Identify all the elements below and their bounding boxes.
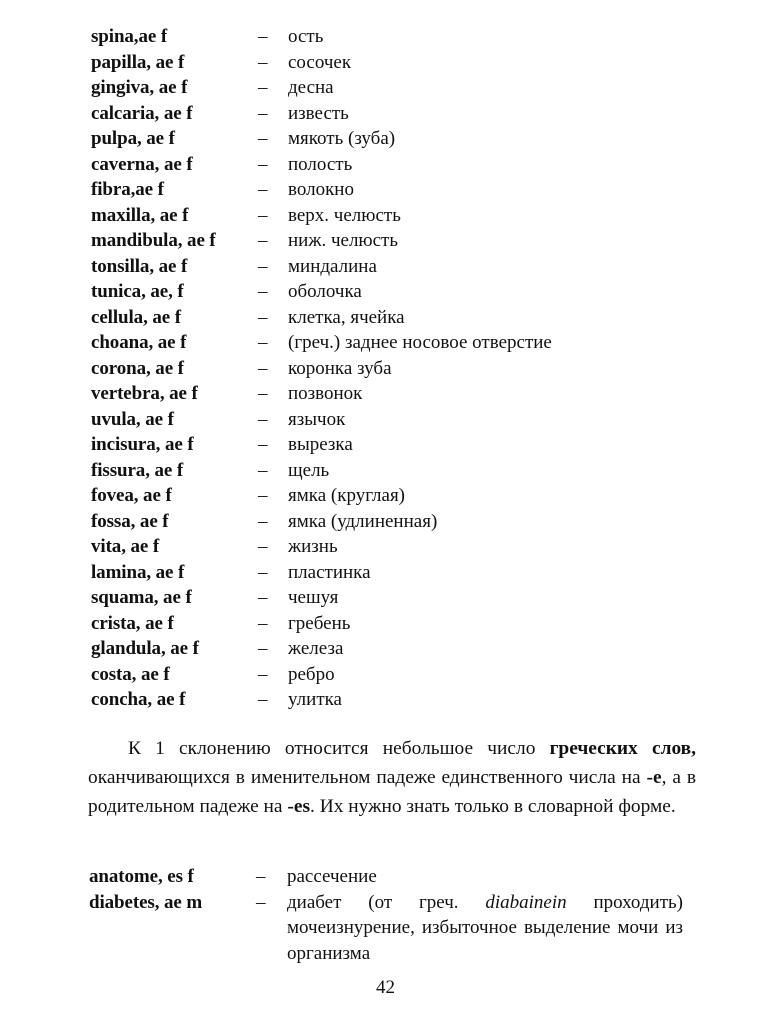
vocab-meaning: ямка (круглая) (288, 485, 406, 506)
vocab-dash: – (258, 612, 268, 634)
vocab-meaning (287, 890, 683, 967)
vocab-meaning: гребень (288, 612, 351, 634)
vocab-dash: – (258, 26, 268, 47)
vocab-row (91, 75, 711, 101)
vocab-dash: – (258, 434, 268, 455)
vocab-term: anatome, es f (89, 866, 194, 887)
vocab-row (91, 101, 711, 127)
vocab-meaning: миндалина (288, 255, 377, 277)
vocab-dash: – (258, 306, 268, 328)
vocab-term: gingiva, ae f (91, 77, 188, 98)
vocab-dash: – (258, 663, 268, 685)
vocab-dash: – (258, 77, 268, 98)
vocab-dash: – (258, 102, 268, 124)
vocab-row (91, 585, 711, 611)
vocab-row (91, 432, 711, 458)
vocab-meaning: ребро (288, 663, 335, 685)
vocab-term: caverna, ae f (91, 153, 193, 175)
vocab-row (91, 611, 711, 637)
vocab-row (91, 228, 711, 254)
vocab-term: corona, ae f (91, 357, 184, 379)
vocab-term: incisura, ae f (91, 434, 194, 455)
vocab-term: fibra,ae f (91, 179, 164, 200)
vocab-dash: – (258, 153, 268, 175)
vocab-meaning: ниж. челюсть (288, 230, 399, 251)
paragraph-part: К 1 склонению относится небольшое число (128, 738, 550, 759)
vocab-term: mandibula, ae f (91, 230, 216, 251)
vocab-row (91, 177, 711, 203)
vocab-term: diabetes, ae m (89, 891, 203, 913)
vocab-row (91, 407, 711, 433)
vocab-dash: – (258, 383, 268, 404)
vocab-dash: – (258, 587, 268, 608)
vocab-row (91, 662, 711, 688)
vocab-term: choana, ae f (91, 332, 187, 353)
paragraph (88, 734, 696, 821)
vocab-row (91, 356, 711, 382)
vocab-dash: – (258, 459, 268, 481)
vocab-meaning: железа (288, 638, 344, 659)
vocab-dash: – (258, 128, 268, 149)
vocab-meaning: язычок (288, 408, 346, 430)
vocab-meaning: чешуя (288, 587, 339, 608)
vocab-dash: – (258, 51, 268, 73)
vocab-row (91, 254, 711, 280)
vocab-term: squama, ae f (91, 587, 192, 608)
vocab-dash: – (258, 179, 268, 200)
vocab-meaning: волокно (288, 179, 354, 200)
vocab-term: uvula, ae f (91, 408, 174, 430)
vocab-meaning: верх. челюсть (288, 204, 401, 226)
vocab-dash: – (258, 357, 268, 379)
meaning-part: диабет (от греч. (287, 891, 486, 913)
meaning-italic: diabainein (485, 891, 567, 913)
vocab-term: tunica, ae, f (91, 281, 184, 302)
vocab-term: fossa, ae f (91, 510, 169, 532)
vocab-dash: – (258, 536, 268, 557)
vocab-row (91, 305, 711, 331)
vocab-row (89, 864, 709, 890)
vocab-term: vertebra, ae f (91, 383, 198, 404)
vocab-dash: – (258, 204, 268, 226)
paragraph-part: . Их нужно знать только в словарной форме. (310, 796, 676, 817)
vocab-row (91, 560, 711, 586)
vocab-term: fovea, ae f (91, 485, 172, 506)
vocab-dash: – (258, 638, 268, 659)
page-number: 42 (376, 977, 395, 998)
vocab-term: maxilla, ae f (91, 204, 189, 226)
vocab-dash: – (256, 891, 266, 913)
vocab-dash: – (256, 866, 266, 887)
vocab-dash: – (258, 485, 268, 506)
vocab-term: vita, ae f (91, 536, 160, 557)
vocab-row (91, 687, 711, 713)
vocab-meaning: клетка, ячейка (288, 306, 405, 328)
vocab-meaning: оболочка (288, 281, 362, 302)
vocab-meaning: десна (288, 77, 334, 98)
vocab-meaning: позвонок (288, 383, 363, 404)
vocab-dash: – (258, 408, 268, 430)
paragraph-emphasis: -е (646, 767, 662, 788)
vocab-meaning: сосочек (288, 51, 352, 73)
paragraph-part: оканчивающихся в именительном падеже единственного числа на (88, 767, 647, 788)
meaning-part: проходить) мочеизнурение, избыточное выделение мочи из организма (287, 891, 684, 964)
paragraph-emphasis: -es (287, 796, 311, 817)
vocab-row (91, 126, 711, 152)
vocab-row (91, 50, 711, 76)
vocab-meaning: ость (288, 26, 324, 47)
vocab-meaning: пластинка (288, 561, 371, 583)
vocab-meaning: известь (288, 102, 349, 124)
vocab-dash: – (258, 281, 268, 302)
vocab-meaning: щель (288, 459, 330, 481)
vocab-row (91, 509, 711, 535)
vocab-meaning: (греч.) заднее носовое отверстие (288, 332, 552, 353)
vocab-meaning: рассечение (287, 866, 377, 887)
vocab-term: pulpa, ae f (91, 128, 175, 149)
vocab-meaning: ямка (удлиненная) (288, 510, 438, 532)
vocab-dash: – (258, 230, 268, 251)
paragraph-part: , а в родительном падеже на (88, 767, 696, 817)
vocab-row (91, 458, 711, 484)
vocab-row (91, 534, 711, 560)
vocab-dash: – (258, 255, 268, 277)
vocab-meaning: полость (288, 153, 353, 175)
vocab-term: costa, ae f (91, 663, 170, 685)
vocab-term: fissura, ae f (91, 459, 184, 481)
vocab-dash: – (258, 332, 268, 353)
vocab-term: concha, ae f (91, 689, 186, 710)
vocab-row (89, 890, 709, 967)
vocab-term: tonsilla, ae f (91, 255, 188, 277)
vocab-meaning: жизнь (288, 536, 338, 557)
vocab-row (91, 24, 711, 50)
vocab-term: lamina, ae f (91, 561, 185, 583)
vocab-row (91, 330, 711, 356)
vocab-meaning: улитка (288, 689, 342, 710)
vocab-row (91, 152, 711, 178)
vocab-row (91, 279, 711, 305)
vocab-meaning: вырезка (288, 434, 353, 455)
vocab-dash: – (258, 689, 268, 710)
vocab-row (91, 203, 711, 229)
vocab-dash: – (258, 561, 268, 583)
paragraph-text (88, 734, 696, 821)
vocab-term: calcaria, ae f (91, 102, 193, 124)
vocab-meaning: мякоть (зуба) (288, 128, 396, 149)
vocab-term: cellula, ae f (91, 306, 181, 328)
greek-words-list (89, 864, 709, 966)
vocab-row (91, 381, 711, 407)
vocab-row (91, 483, 711, 509)
vocab-term: spina,ae f (91, 26, 168, 47)
paragraph-emphasis: греческих слов, (549, 738, 696, 759)
vocab-term: papilla, ae f (91, 51, 185, 73)
vocab-dash: – (258, 510, 268, 532)
vocab-meaning: коронка зуба (288, 357, 392, 379)
vocab-term: glandula, ae f (91, 638, 199, 659)
vocab-term: crista, ae f (91, 612, 174, 634)
vocab-row (91, 636, 711, 662)
vocabulary-list (91, 24, 711, 713)
